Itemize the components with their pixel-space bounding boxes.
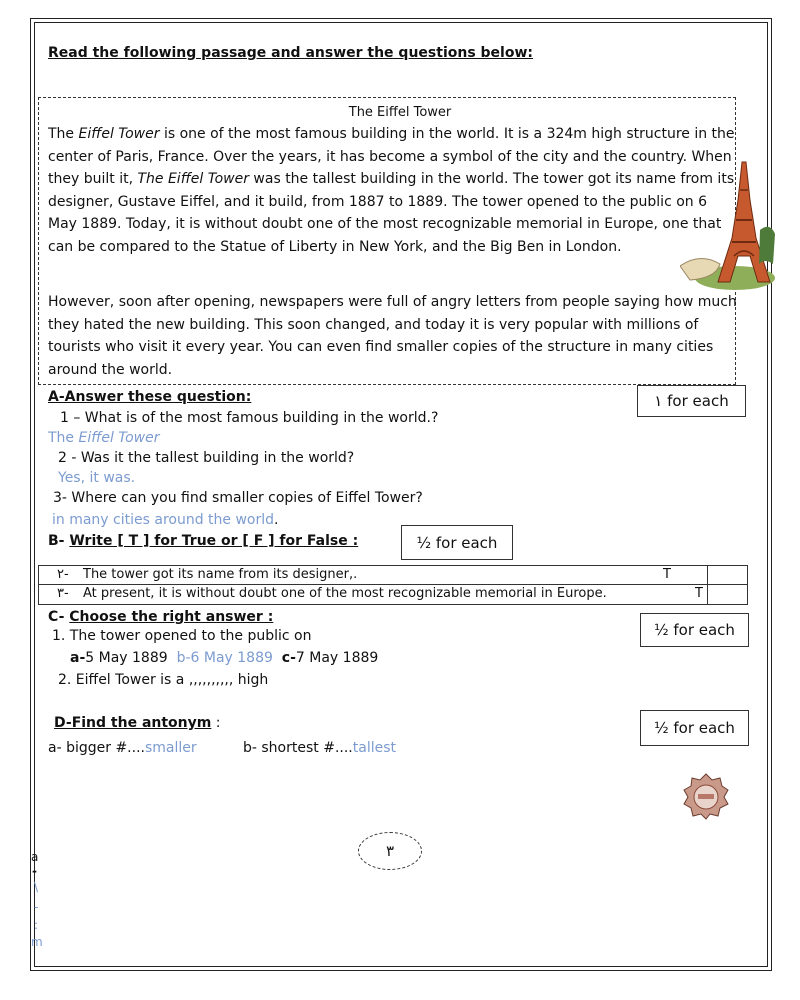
option-c: 7 May 1889	[295, 650, 379, 666]
stray-char: a	[31, 850, 39, 864]
row-statement: The tower got its name from its designer,.	[83, 567, 358, 582]
section-c-title	[48, 609, 273, 625]
instructions-heading: Read the following passage and answer the questions below:	[48, 45, 533, 61]
question-c1-options	[70, 650, 378, 666]
antonym-a-answer: smaller	[144, 740, 197, 756]
section-b-prefix: B-	[48, 533, 70, 549]
stray-char: -	[34, 900, 39, 914]
answer-a3	[52, 512, 278, 528]
question-a2: 2 - Was it the tallest building in the world?	[58, 450, 355, 466]
answer-a2: Yes, it was.	[58, 470, 136, 486]
row-answer: T	[695, 586, 703, 601]
section-b-score-box: ½ for each	[401, 525, 513, 560]
passage-italic: The Eiffel Tower	[137, 171, 249, 187]
option-a-label: a-	[70, 650, 86, 666]
question-a3: 3- Where can you find smaller copies of Eiffel Tower?	[53, 490, 423, 506]
antonym-a-label: a- bigger #....	[48, 740, 145, 756]
section-c-score-box: ½ for each	[640, 613, 749, 647]
section-c-title-text: Choose the right answer :	[69, 609, 274, 625]
table-row	[39, 567, 747, 586]
stray-char: -	[32, 864, 37, 878]
answer-a1-italic: Eiffel Tower	[78, 430, 160, 446]
section-d-title	[54, 715, 221, 731]
question-a1: 1 – What is of the most famous building in the world.?	[60, 410, 439, 426]
stray-char: \	[34, 880, 39, 894]
passage-title: The Eiffel Tower	[348, 105, 452, 120]
table-row	[39, 586, 747, 605]
section-b-title	[48, 533, 358, 549]
section-d-title-text: D-Find the antonym	[54, 715, 212, 731]
section-a-title-text: A-Answer these question:	[48, 389, 252, 405]
section-d-score-box: ½ for each	[640, 710, 749, 746]
antonym-b-answer: tallest	[352, 740, 396, 756]
section-a-score-box: ١ for each	[637, 385, 746, 417]
answer-a3-text: in many cities around the world	[52, 512, 275, 528]
passage-paragraph-2: However, soon after opening, newspapers were full of angry letters from people saying how much they hated the new building. This soon changed, and today it is very popular with millions of tourists who visit it every year. You can even find smaller copies of the structure in many cities around the world.	[48, 294, 737, 378]
row-answer: T	[663, 567, 671, 582]
section-a-title	[48, 389, 251, 405]
question-c1: 1. The tower opened to the public on	[52, 628, 312, 644]
antonym-a	[48, 740, 197, 756]
row-number: ٢-	[57, 567, 69, 582]
eiffel-tower-image	[680, 160, 775, 295]
true-false-table	[38, 565, 748, 605]
passage-italic: Eiffel Tower	[78, 126, 160, 142]
row-statement: At present, it is without doubt one of the most recognizable memorial in Europe.	[83, 586, 607, 601]
antonym-b-label: b- shortest #....	[243, 740, 353, 756]
stray-char: :	[34, 918, 39, 932]
section-c-prefix: C-	[48, 609, 70, 625]
passage-text: was the tallest building in the world. The tower got its name from its designer, Gustave Eiffel, and it build, from 1887 to 1889. The tower opened to the public on 6 May 1889. Today, it is without doubt one of the most recognizable memorial in Europe, one that can be compared to the Statue of Liberty in New York, and the Big Ben in London.	[48, 171, 735, 255]
answer-a1	[48, 430, 160, 446]
stamp-icon	[682, 772, 730, 820]
answer-a3-period: .	[274, 512, 279, 528]
section-d-suffix: :	[211, 715, 221, 731]
option-b-answer: b-6 May 1889	[176, 650, 273, 666]
passage-paragraph-1	[48, 123, 738, 258]
option-a: 5 May 1889	[85, 650, 168, 666]
option-c-label: c-	[281, 650, 296, 666]
question-c2: 2. Eiffel Tower is a ,,,,,,,,,, high	[58, 672, 269, 688]
answer-a1-text: The	[48, 430, 79, 446]
passage-text: is one of the most famous building in the world. It is a 324m high structure in the center of Paris, France. Over the years, it has become a symbol of the city and the country. When they built it,	[48, 126, 735, 187]
page-number: ٣	[358, 832, 422, 870]
row-number: ٣-	[57, 586, 69, 601]
passage-text: The	[48, 126, 79, 142]
antonym-b	[243, 740, 396, 756]
stray-char: m	[31, 935, 43, 949]
section-b-title-text: Write [ T ] for True or [ F ] for False :	[69, 533, 359, 549]
